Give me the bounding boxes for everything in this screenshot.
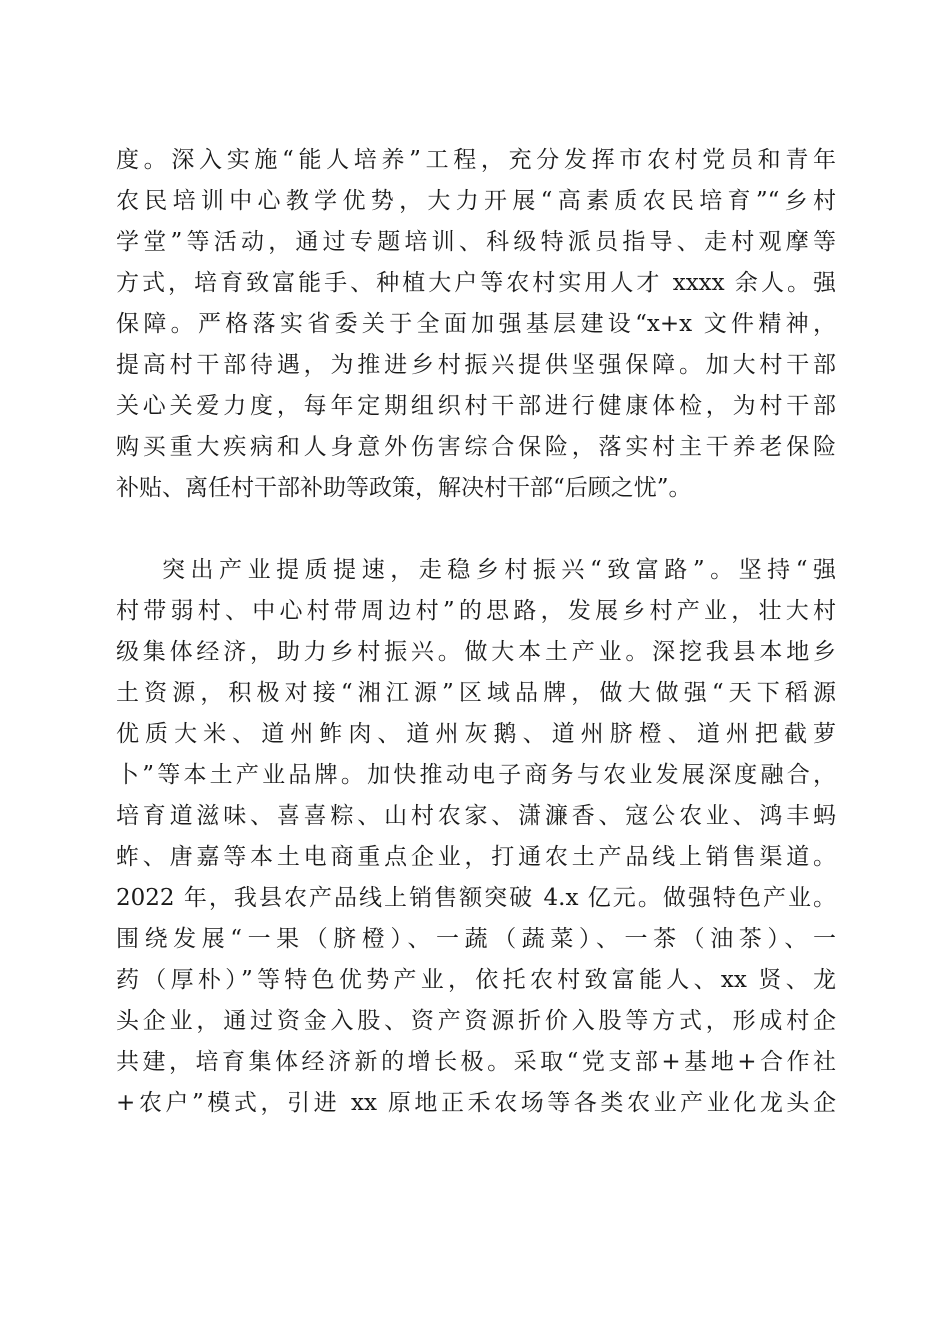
text-line: 围绕发展“一果（脐橙）、一蔬（蔬菜）、一茶（油茶）、一	[116, 926, 836, 952]
text-line: 保障。严格落实省委关于全面加强基层建设“x+x 文件精神，	[116, 311, 836, 337]
text-line: 关心关爱力度，每年定期组织村干部进行健康体检，为村干部	[116, 393, 836, 419]
text-line: 购买重大疾病和人身意外伤害综合保险，落实村主干养老保险	[116, 434, 836, 460]
text-line: 提高村干部待遇，为推进乡村振兴提供坚强保障。加大村干部	[116, 352, 836, 378]
text-line: 补贴、离任村干部补助等政策，解决村干部“后顾之忧”。	[116, 475, 692, 501]
text-line: 头企业，通过资金入股、资产资源折价入股等方式，形成村企	[116, 1008, 836, 1034]
text-line: 村带弱村、中心村带周边村”的思路，发展乡村产业，壮大村	[116, 598, 836, 624]
text-line: 2022 年，我县农产品线上销售额突破 4.x 亿元。做强特色产业。	[116, 885, 836, 911]
text-line: 卜”等本土产业品牌。加快推动电子商务与农业发展深度融合，	[116, 762, 836, 788]
paragraph-first-line: 突出产业提质提速，走稳乡村振兴“致富路”。坚持“强	[162, 557, 836, 583]
text-line: 培育道滋味、喜喜粽、山村农家、潇濂香、寇公农业、鸿丰蚂	[116, 803, 836, 829]
text-line: 药（厚朴）”等特色优势产业，依托农村致富能人、xx 贤、龙	[116, 967, 836, 993]
text-line: 农民培训中心教学优势，大力开展“高素质农民培育”“乡村	[116, 188, 836, 214]
text-line: 级集体经济，助力乡村振兴。做大本土产业。深挖我县本地乡	[116, 639, 836, 665]
text-line: 优质大米、道州鲊肉、道州灰鹅、道州脐橙、道州把截萝	[116, 721, 836, 747]
text-line: 度。深入实施“能人培养”工程，充分发挥市农村党员和青年	[116, 147, 836, 173]
text-line: 方式，培育致富能手、种植大户等农村实用人才 xxxx 余人。强	[116, 270, 836, 296]
text-line: 共建，培育集体经济新的增长极。采取“党支部+基地+合作社	[116, 1049, 836, 1075]
text-line: +农户”模式，引进 xx 原地正禾农场等各类农业产业化龙头企	[116, 1090, 836, 1116]
text-line: 土资源，积极对接“湘江源”区域品牌，做大做强“天下稻源	[116, 680, 836, 706]
text-line: 蚱、唐嘉等本土电商重点企业，打通农土产品线上销售渠道。	[116, 844, 836, 870]
text-line: 学堂”等活动，通过专题培训、科级特派员指导、走村观摩等	[116, 229, 836, 255]
